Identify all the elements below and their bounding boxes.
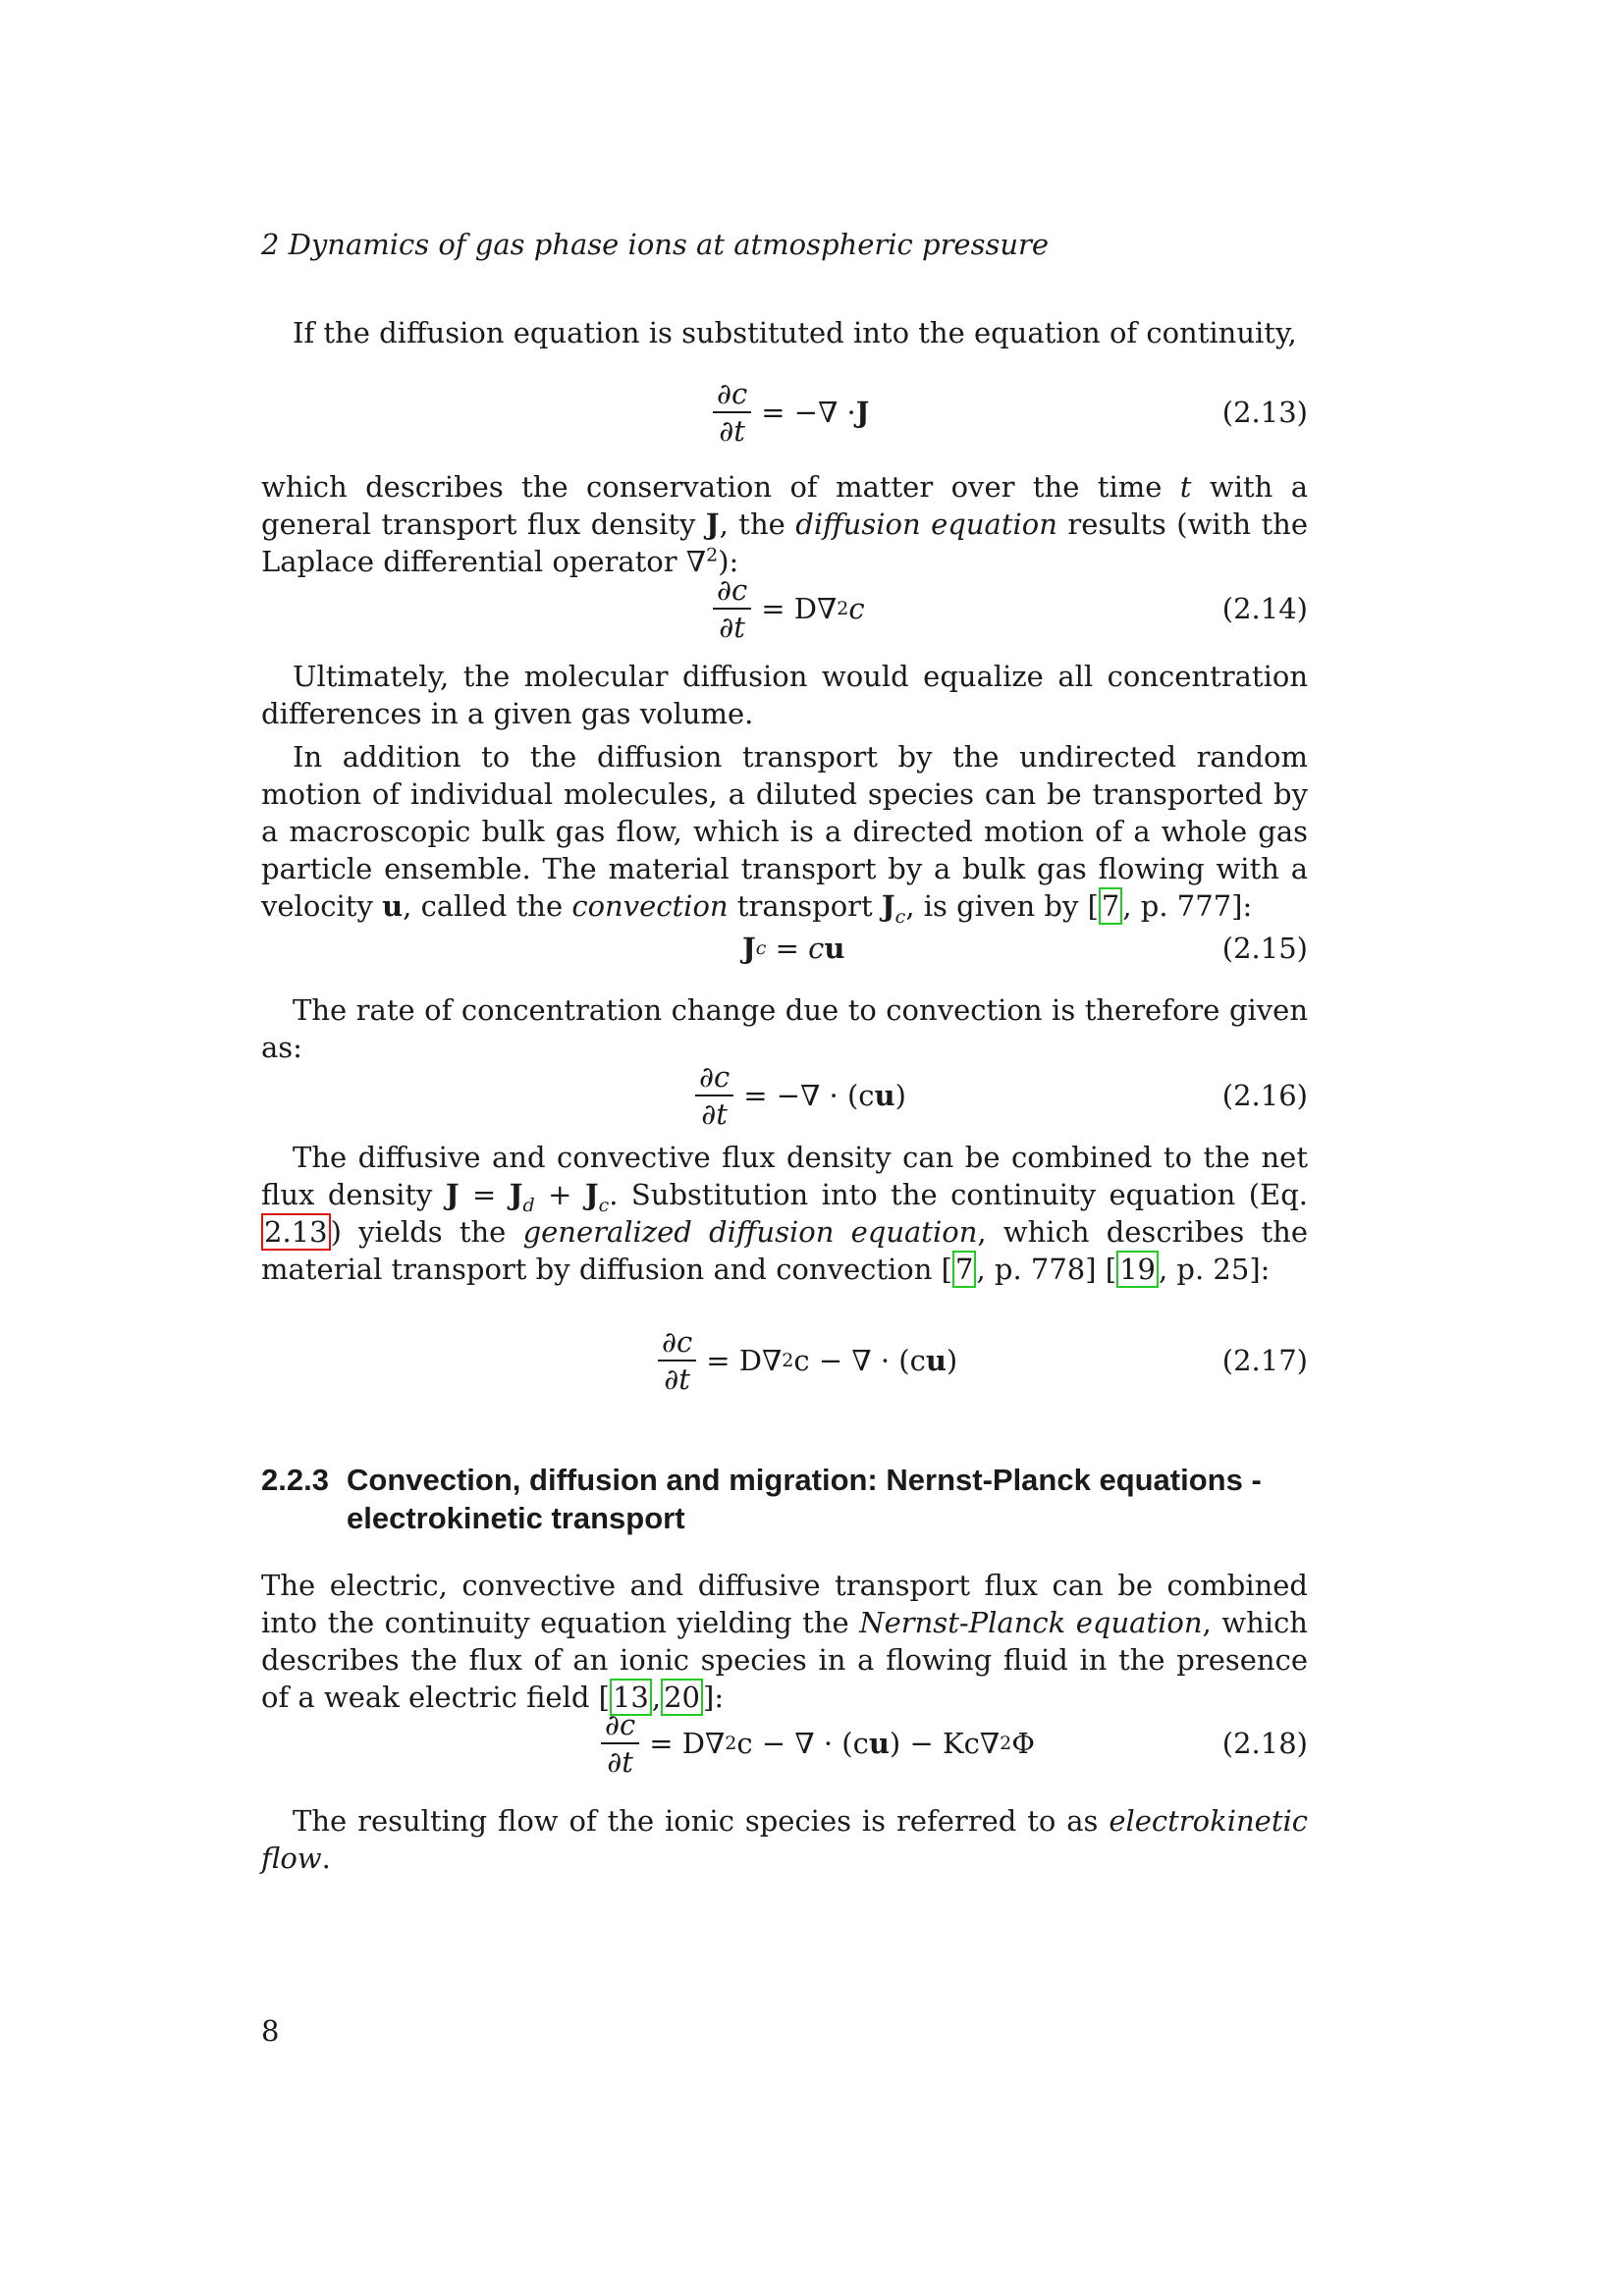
equation-2-18: $\frac{\partial c}{\partial t}$ = D∇ 2 c − ∇ · (c u ) − Kc∇ 2 Φ (2.18) — [261, 1704, 1308, 1783]
paragraph-rate: The rate of concentration change due to convection is therefore given as: — [261, 993, 1308, 1064]
equation-number: (2.15) — [1221, 932, 1308, 965]
paragraph-generalized: The diffusive and convective flux density can be combined to the net flux density $J = J_d + J_c$. Substitution into the continuity equation (Eq. 2.13 ) yields the generalized diffusion equation, which describes the material transport by diffusion and convection [ 7 , p. 778] [ 19 , p. 25]: — [261, 1141, 1309, 1286]
running-header: 2 Dynamics of gas phase ions at atmospheric pressure — [261, 228, 1050, 261]
equation-ref-link[interactable]: 2.13 — [261, 1213, 331, 1251]
page-number: 8 — [261, 2014, 280, 2048]
citation-link[interactable]: 7 — [1099, 887, 1122, 925]
citation-link[interactable]: 13 — [610, 1679, 652, 1716]
equation-2-16: $\frac{\partial c}{\partial t}$ = −∇ · (c u ) (2.16) — [261, 1056, 1308, 1135]
equation-2-15: J c = c u (2.15) — [742, 932, 1308, 965]
citation-link[interactable]: 7 — [952, 1251, 976, 1288]
fraction: $\frac{\partial c}{\partial t}$ — [601, 1707, 639, 1780]
paragraph-convection: In addition to the diffusion transport by the undirected random motion of individual molecules, a diluted species can be transported by a macroscopic bulk gas flow, which is a directed motion of a whole gas particle ensemble. The material transport by a bulk gas flowing with a velocity u, called the convection transport $J_c$, is given by [ 7 , p. 777]: — [261, 740, 1308, 928]
section-title: Convection, diffusion and migration: Nernst-Planck equations - electrokinetic transport — [347, 1463, 1262, 1535]
emphasis-diffusion-equation: diffusion equation — [795, 507, 1057, 541]
equation-number: (2.17) — [1221, 1344, 1308, 1377]
paragraph-intro: If the diffusion equation is substituted into the equation of continuity, — [293, 316, 1297, 349]
equation-number: (2.18) — [1221, 1727, 1308, 1760]
equation-number: (2.14) — [1221, 592, 1308, 625]
equation-2-14: $\frac{\partial c}{\partial t}$ = D∇ 2 c (2.14) — [261, 569, 1308, 648]
fraction: $\frac{\partial c}{\partial t}$ — [695, 1059, 733, 1132]
equation-number: (2.16) — [1221, 1079, 1308, 1112]
section-heading — [261, 1461, 1308, 1537]
fraction: $\frac{\partial c}{\partial t}$ — [713, 376, 751, 449]
paragraph-ultimately: Ultimately, the molecular diffusion would equalize all concentration differences in a given gas volume. — [261, 660, 1308, 730]
section-number: 2.2.3 — [261, 1463, 329, 1497]
paragraph-nernst-planck: The electric, convective and diffusive transport flux can be combined into the continuity equation yielding the Nernst-Planck equation, which describes the flux of an ionic species in a flowing fluid in the presence of a weak electric field [ 13 , 20 ]: — [261, 1569, 1308, 1714]
citation-link[interactable]: 19 — [1116, 1251, 1159, 1288]
fraction: $\frac{\partial c}{\partial t}$ — [713, 572, 751, 645]
paragraph-continuity: which describes the conservation of matter over the time t with a general transport flux density J, the diffusion equation results (with the Laplace differential operator ∇$^2$): — [261, 470, 1308, 578]
citation-link[interactable]: 20 — [661, 1679, 703, 1716]
equation-2-13: $\frac{\partial c}{\partial t}$ = −∇ · J (2.13) — [261, 373, 1308, 452]
equation-number: (2.13) — [1221, 396, 1308, 429]
fraction: $\frac{\partial c}{\partial t}$ — [658, 1324, 696, 1397]
equation-2-17: $\frac{\partial c}{\partial t}$ = D∇ 2 c − ∇ · (c u ) (2.17) — [261, 1321, 1308, 1400]
paragraph-electrokinetic: The resulting flow of the ionic species is referred to as electrokinetic flow. — [261, 1804, 1308, 1875]
